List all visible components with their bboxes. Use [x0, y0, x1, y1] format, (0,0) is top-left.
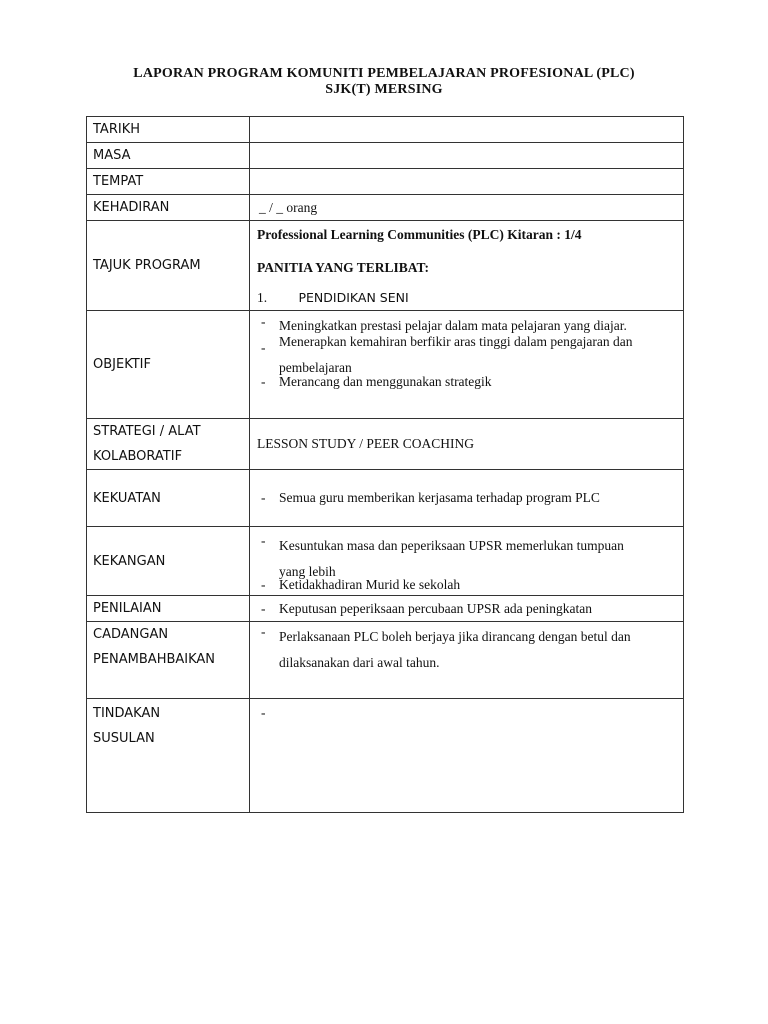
value-masa[interactable] — [250, 143, 684, 169]
row-strategi — [87, 419, 684, 470]
row-objektif — [87, 311, 684, 419]
row-tempat — [87, 169, 684, 195]
penilaian-list — [250, 601, 683, 617]
cadangan-list — [250, 624, 683, 676]
objektif-item: - Merancang dan menggunakan strategik — [250, 373, 683, 390]
value-tajuk-program — [250, 221, 684, 311]
document-subtitle: SJK(T) MERSING — [325, 82, 443, 97]
row-tarikh — [87, 117, 684, 143]
label-tindakan-line1: TINDAKAN — [93, 706, 161, 721]
report-table — [86, 116, 684, 813]
objektif-list — [250, 313, 683, 390]
penilaian-item: - Keputusan peperiksaan percubaan UPSR ada peningkatan — [250, 601, 683, 617]
row-kehadiran — [87, 195, 684, 221]
kekuatan-list — [250, 490, 683, 506]
kekangan-list — [250, 533, 683, 593]
value-penilaian — [250, 596, 684, 622]
panitia-item — [257, 290, 683, 306]
row-penilaian — [87, 596, 684, 622]
value-kehadiran[interactable]: _ / _ orang — [250, 195, 684, 221]
panitia-item-number: 1. — [257, 290, 268, 305]
row-kekangan — [87, 527, 684, 596]
label-cadangan — [87, 622, 250, 699]
kekangan-item: - Kesuntukan masa dan peperiksaan UPSR memerlukan tumpuan yang lebih — [250, 533, 683, 585]
cadangan-item: - Perlaksanaan PLC boleh berjaya jika dirancang dengan betul dan dilaksanakan dari awal tahun. — [250, 624, 683, 676]
label-cadangan-line2: PENAMBAHBAIKAN — [93, 652, 216, 667]
row-kekuatan — [87, 470, 684, 527]
kekangan-item: - Ketidakhadiran Murid ke sekolah — [250, 577, 683, 593]
row-masa — [87, 143, 684, 169]
panitia-heading: PANITIA YANG TERLIBAT: — [257, 260, 430, 275]
value-tindakan[interactable] — [250, 699, 684, 813]
row-tajuk-program — [87, 221, 684, 311]
value-tempat[interactable] — [250, 169, 684, 195]
tindakan-list — [250, 705, 683, 721]
label-kehadiran: KEHADIRAN — [87, 195, 250, 221]
value-kekangan — [250, 527, 684, 596]
label-strategi — [87, 419, 250, 470]
label-kekangan: KEKANGAN — [87, 527, 250, 596]
program-title: Professional Learning Communities (PLC) Kitaran : 1/4 — [257, 227, 582, 242]
value-cadangan — [250, 622, 684, 699]
document-title: LAPORAN PROGRAM KOMUNITI PEMBELAJARAN PROFESIONAL (PLC) — [133, 66, 635, 81]
label-tarikh: TARIKH — [87, 117, 250, 143]
kekuatan-item: - Semua guru memberikan kerjasama terhadap program PLC — [250, 490, 683, 506]
label-masa: MASA — [87, 143, 250, 169]
panitia-item-text: PENDIDIKAN SENI — [298, 290, 409, 305]
label-tindakan-line2: SUSULAN — [93, 731, 155, 746]
label-tempat: TEMPAT — [87, 169, 250, 195]
label-penilaian: PENILAIAN — [87, 596, 250, 622]
objektif-item: - Menerapkan kemahiran berfikir aras tinggi dalam pengajaran dan pembelajaran — [250, 339, 683, 381]
label-kekuatan: KEKUATAN — [87, 470, 250, 527]
label-tajuk-program: TAJUK PROGRAM — [87, 221, 250, 311]
value-strategi: LESSON STUDY / PEER COACHING — [250, 419, 684, 470]
label-tindakan — [87, 699, 250, 813]
label-strategi-line1: STRATEGI / ALAT — [93, 424, 201, 439]
value-tarikh[interactable] — [250, 117, 684, 143]
objektif-item: - Meningkatkan prestasi pelajar dalam mata pelajaran yang diajar. — [250, 313, 683, 339]
row-tindakan — [87, 699, 684, 813]
value-objektif — [250, 311, 684, 419]
label-strategi-line2: KOLABORATIF — [93, 449, 183, 464]
tindakan-item — [250, 705, 683, 721]
value-kekuatan — [250, 470, 684, 527]
label-cadangan-line1: CADANGAN — [93, 627, 169, 642]
row-cadangan — [87, 622, 684, 699]
label-objektif: OBJEKTIF — [87, 311, 250, 419]
